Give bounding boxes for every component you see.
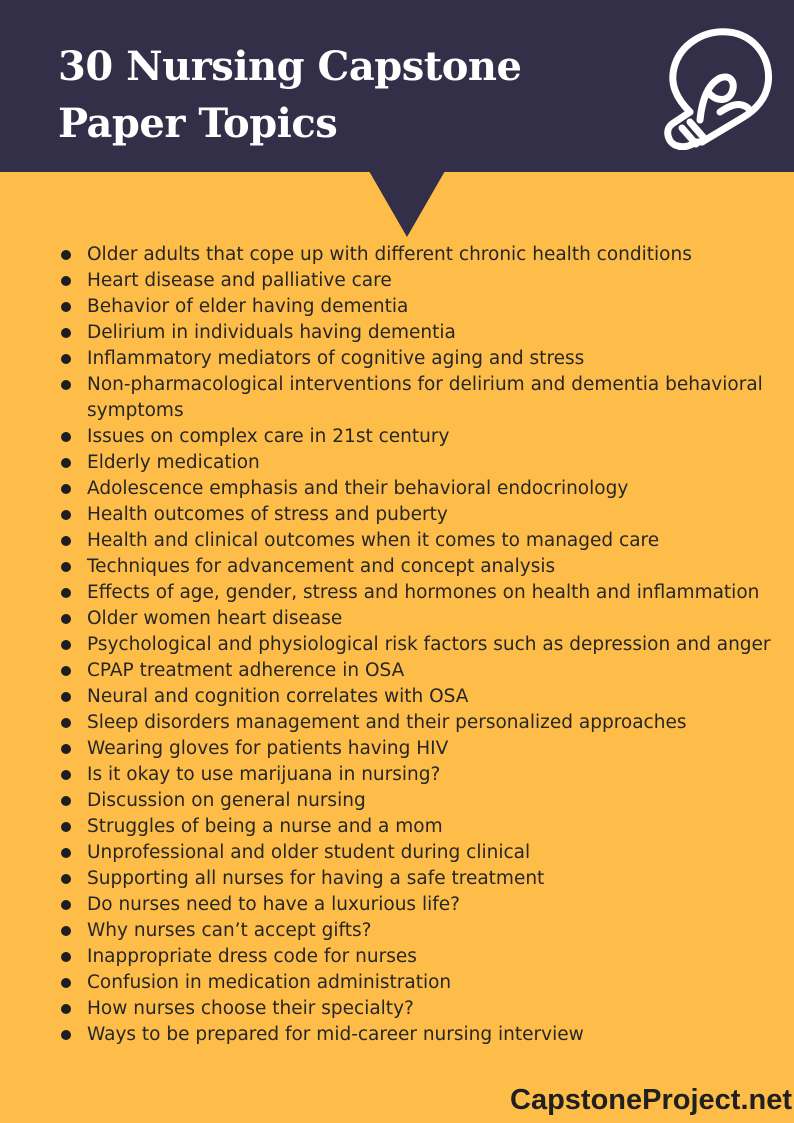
header-banner xyxy=(0,0,794,172)
list-item: Confusion in medication administration xyxy=(60,970,780,996)
list-item: Unprofessional and older student during clinical xyxy=(60,840,780,866)
list-item: Non-pharmacological interventions for delirium and dementia behavioral symptoms xyxy=(60,372,780,424)
list-item: Why nurses can’t accept gifts? xyxy=(60,918,780,944)
list-item: Heart disease and palliative care xyxy=(60,268,780,294)
list-item: Techniques for advancement and concept analysis xyxy=(60,554,780,580)
list-item: Behavior of elder having dementia xyxy=(60,294,780,320)
list-item: Older women heart disease xyxy=(60,606,780,632)
list-item: Is it okay to use marijuana in nursing? xyxy=(60,762,780,788)
list-item: Supporting all nurses for having a safe treatment xyxy=(60,866,780,892)
list-item: Adolescence emphasis and their behavioral endocrinology xyxy=(60,476,780,502)
list-item: CPAP treatment adherence in OSA xyxy=(60,658,780,684)
list-item: Neural and cognition correlates with OSA xyxy=(60,684,780,710)
list-item: Do nurses need to have a luxurious life? xyxy=(60,892,780,918)
list-item: Health and clinical outcomes when it comes to managed care xyxy=(60,528,780,554)
list-item: Discussion on general nursing xyxy=(60,788,780,814)
list-item: Inappropriate dress code for nurses xyxy=(60,944,780,970)
list-item: Issues on complex care in 21st century xyxy=(60,424,780,450)
list-item: Inflammatory mediators of cognitive aging and stress xyxy=(60,346,780,372)
title-line-2: Paper Topics xyxy=(58,100,338,147)
list-item: Effects of age, gender, stress and hormones on health and inflammation xyxy=(60,580,780,606)
title-line-1: 30 Nursing Capstone xyxy=(58,43,522,90)
page-title xyxy=(58,38,521,152)
list-item: How nurses choose their specialty? xyxy=(60,996,780,1022)
list-item: Struggles of being a nurse and a mom xyxy=(60,814,780,840)
list-item: Elderly medication xyxy=(60,450,780,476)
lightbulb-icon xyxy=(656,20,780,150)
list-item: Health outcomes of stress and puberty xyxy=(60,502,780,528)
list-item: Sleep disorders management and their personalized approaches xyxy=(60,710,780,736)
topics-list xyxy=(60,242,780,1048)
list-item: Older adults that cope up with different chronic health conditions xyxy=(60,242,780,268)
brand-name: CapstoneProject.net xyxy=(510,1084,792,1116)
list-item: Psychological and physiological risk factors such as depression and anger xyxy=(60,632,780,658)
list-item: Wearing gloves for patients having HIV xyxy=(60,736,780,762)
list-item: Ways to be prepared for mid-career nursing interview xyxy=(60,1022,780,1048)
list-item: Delirium in individuals having dementia xyxy=(60,320,780,346)
header-pointer xyxy=(369,171,445,237)
